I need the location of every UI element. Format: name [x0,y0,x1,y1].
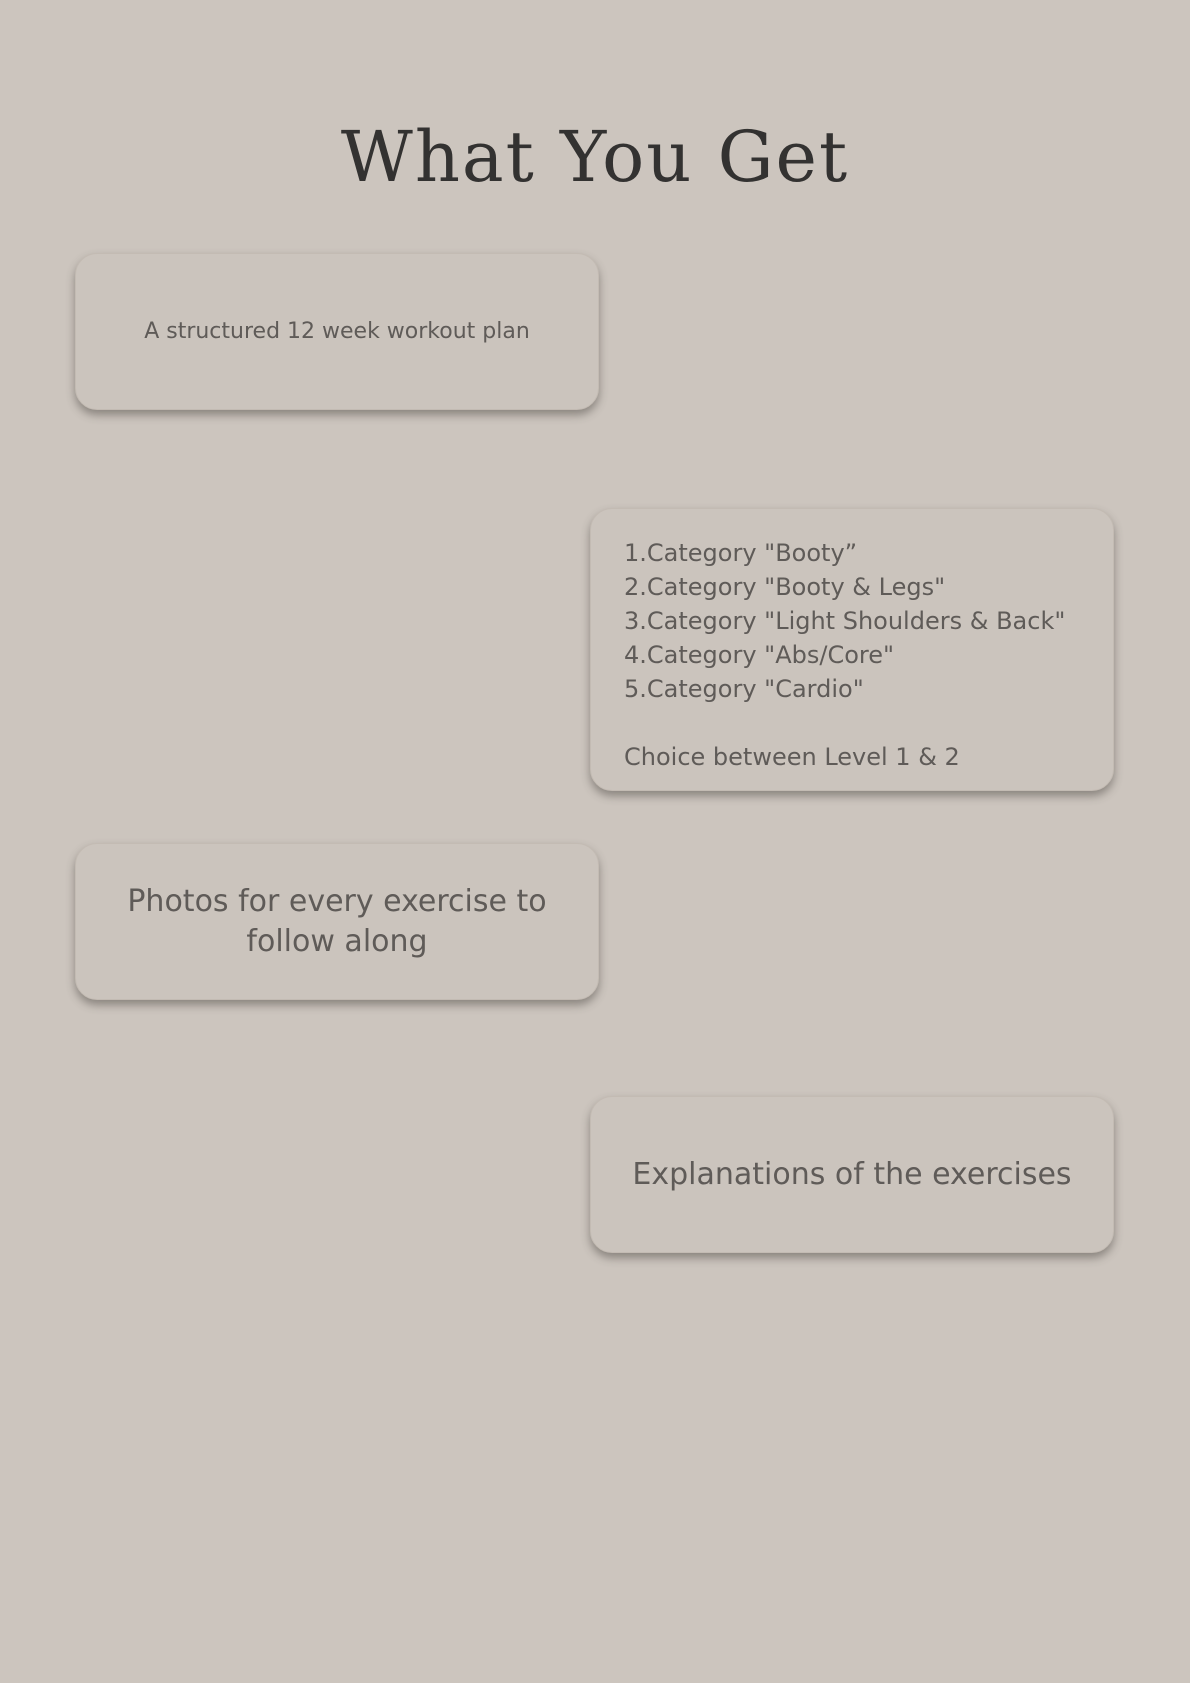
category-list [624,536,1083,706]
categories-card [590,508,1114,791]
category-item: 5.Category "Cardio" [624,675,864,703]
category-item: 4.Category "Abs/Core" [624,641,895,669]
category-item: 1.Category "Booty” [624,539,858,567]
workout-plan-card [75,253,599,410]
explanations-text: Explanations of the exercises [632,1156,1072,1192]
page-title: What You Get [340,116,850,198]
photos-card [75,843,599,1000]
workout-plan-text: A structured 12 week workout plan [144,318,530,344]
level-choice-text: Choice between Level 1 & 2 [624,743,960,771]
category-item: 2.Category "Booty & Legs" [624,573,946,601]
category-item: 3.Category "Light Shoulders & Back" [624,607,1066,635]
photos-text: Photos for every exercise to follow along [127,883,547,959]
explanations-card [590,1096,1114,1253]
